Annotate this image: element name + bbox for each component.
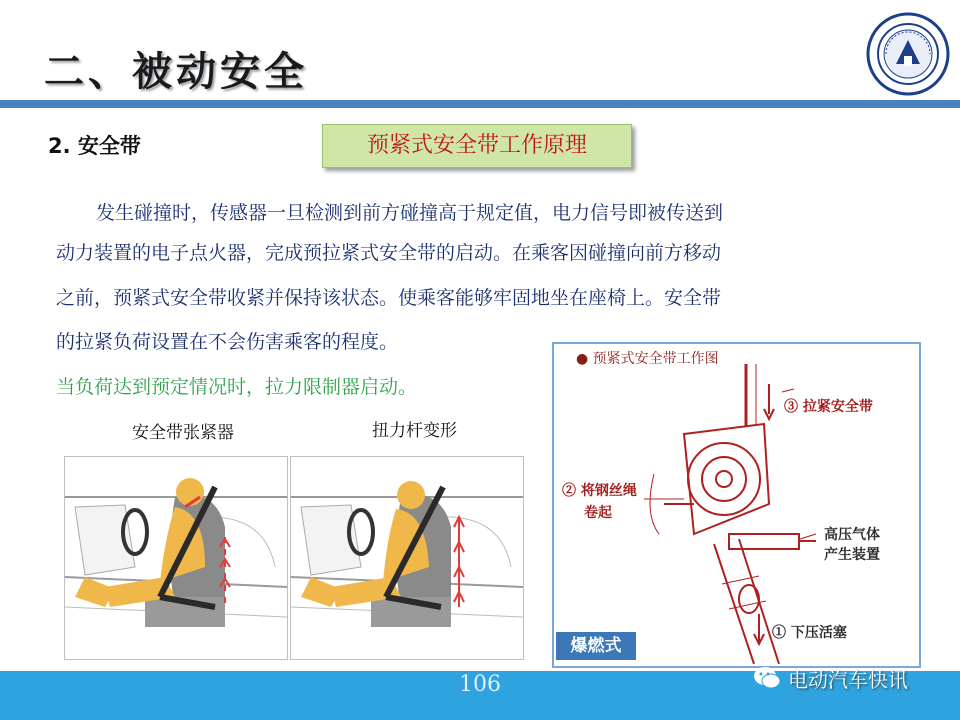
paragraph-line: 的拉紧负荷设置在不会伤害乘客的程度。: [56, 331, 399, 353]
type-badge: 爆燃式: [556, 632, 636, 660]
paragraph-line: 发生碰撞时，传感器一旦检测到前方碰撞高于规定值，电力信号即被传送到: [96, 202, 724, 224]
paragraph-line: 之前，预紧式安全带收紧并保持该状态。使乘客能够牢固地坐在座椅上。安全带: [56, 287, 722, 309]
paragraph-line: 动力装置的电子点火器，完成预拉紧式安全带的启动。在乘客因碰撞向前方移动: [56, 242, 722, 264]
topic-box: [322, 124, 632, 168]
diagram-title: ● 预紧式安全带工作图: [576, 351, 719, 367]
label-press-piston: ① 下压活塞: [772, 625, 847, 641]
title-divider: [0, 100, 960, 108]
caption-torsion-bar: 扭力杆变形: [372, 421, 457, 441]
pretensioner-diagram: [552, 342, 921, 668]
torsion-bar-illustration: [290, 456, 524, 660]
university-logo: [866, 12, 950, 96]
watermark-text: 电动汽车快讯: [788, 668, 908, 692]
label-wind-cable-2: 卷起: [584, 505, 612, 521]
highlight-line: 当负荷达到预定情况时，拉力限制器启动。: [56, 376, 418, 398]
section-label: 2. 安全带: [48, 134, 141, 158]
label-pull-belt: ③ 拉紧安全带: [784, 399, 873, 415]
caption-tensioner: 安全带张紧器: [132, 423, 234, 443]
page-number: 106: [459, 672, 501, 697]
tensioner-illustration: [64, 456, 288, 660]
label-gas-generator-1: 高压气体: [824, 527, 880, 543]
topic-text: 预紧式安全带工作原理: [366, 133, 587, 158]
label-gas-generator-2: 产生装置: [824, 547, 880, 563]
wechat-icon: [752, 664, 782, 692]
slide-title: 二、被动安全: [44, 49, 308, 95]
label-wind-cable-1: ② 将钢丝绳: [562, 483, 637, 499]
